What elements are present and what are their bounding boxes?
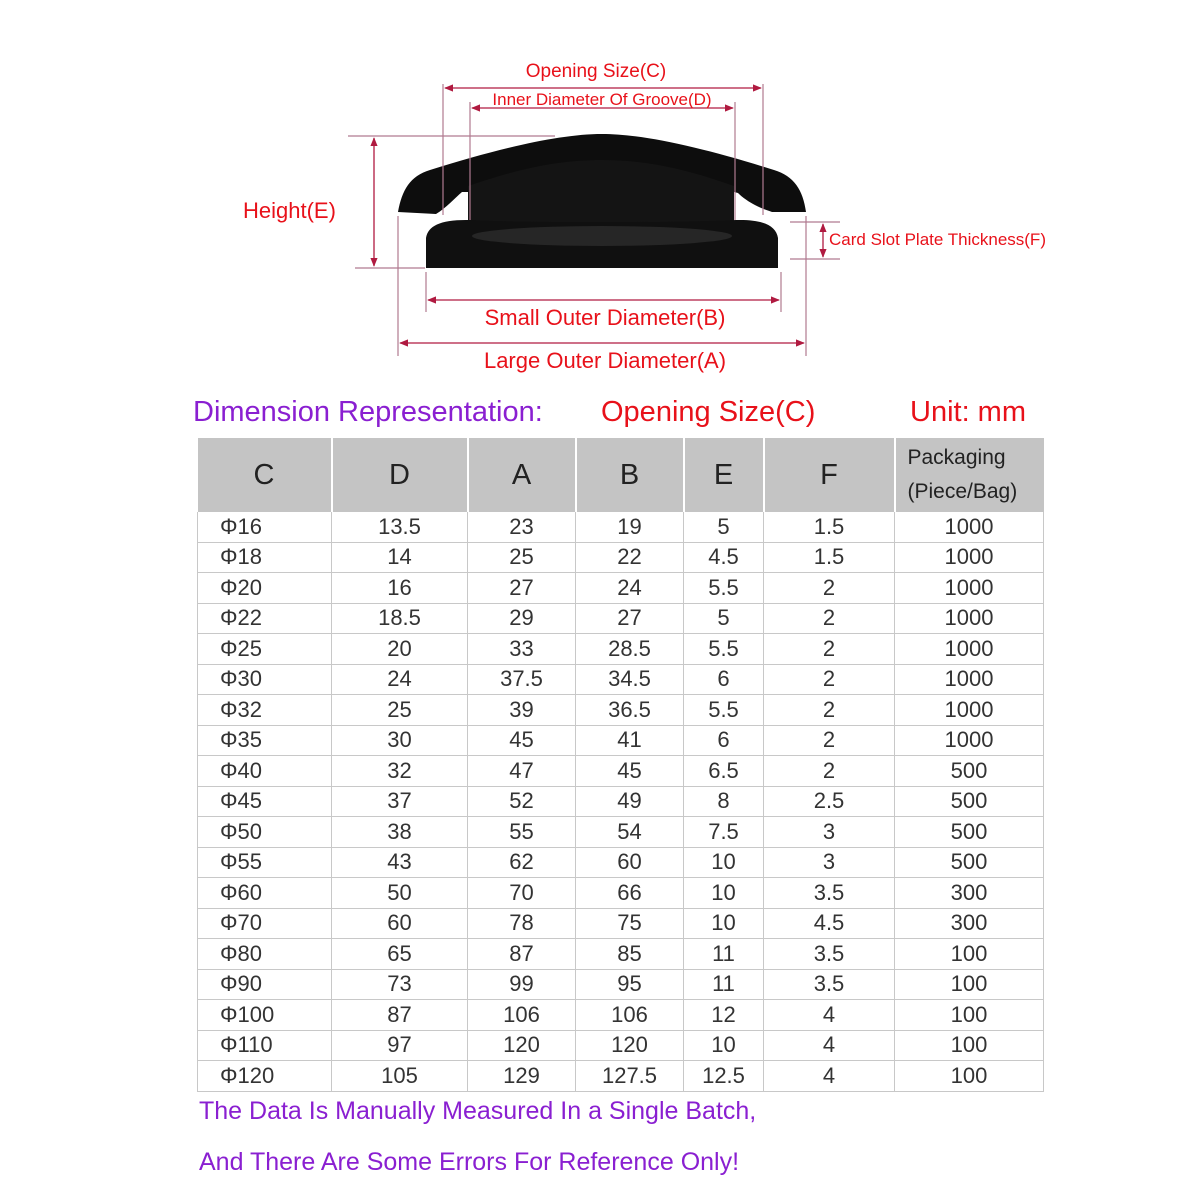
table-row [198, 603, 1044, 634]
header-a: A [468, 438, 576, 512]
cell-e: 10 [684, 878, 764, 909]
cell-f: 2 [764, 573, 895, 604]
cell-f: 2 [764, 634, 895, 665]
cell-d: 25 [332, 695, 468, 726]
table-row [198, 756, 1044, 787]
heading-dimension-representation: Dimension Representation: [193, 396, 543, 428]
cell-b: 41 [576, 725, 684, 756]
grommet-dimension-diagram [0, 0, 1200, 390]
cell-d: 20 [332, 634, 468, 665]
cell-d: 18.5 [332, 603, 468, 634]
table-row [198, 664, 1044, 695]
cell-packaging: 1000 [895, 695, 1044, 726]
cell-packaging: 500 [895, 786, 1044, 817]
cell-packaging: 1000 [895, 634, 1044, 665]
cell-d: 50 [332, 878, 468, 909]
cell-c: Φ18 [198, 542, 332, 573]
cell-c: Φ35 [198, 725, 332, 756]
cell-c: Φ120 [198, 1061, 332, 1092]
label-inner-diameter: Inner Diameter Of Groove(D) [492, 90, 712, 109]
cell-f: 2 [764, 695, 895, 726]
cell-e: 5.5 [684, 695, 764, 726]
cell-f: 1.5 [764, 512, 895, 542]
cell-c: Φ70 [198, 908, 332, 939]
cell-f: 4 [764, 1061, 895, 1092]
cell-c: Φ110 [198, 1030, 332, 1061]
cell-e: 6.5 [684, 756, 764, 787]
header-e: E [684, 438, 764, 512]
cell-b: 36.5 [576, 695, 684, 726]
cell-a: 37.5 [468, 664, 576, 695]
cell-d: 32 [332, 756, 468, 787]
cell-a: 106 [468, 1000, 576, 1031]
cell-f: 3.5 [764, 878, 895, 909]
cell-a: 55 [468, 817, 576, 848]
cell-b: 106 [576, 1000, 684, 1031]
cell-a: 23 [468, 512, 576, 542]
cell-f: 4.5 [764, 908, 895, 939]
cell-c: Φ90 [198, 969, 332, 1000]
cell-packaging: 100 [895, 1061, 1044, 1092]
cell-c: Φ55 [198, 847, 332, 878]
cell-d: 37 [332, 786, 468, 817]
note-line-1: The Data Is Manually Measured In a Single Batch, [199, 1097, 757, 1125]
cell-d: 30 [332, 725, 468, 756]
table-row [198, 878, 1044, 909]
label-opening-size: Opening Size(C) [525, 61, 667, 82]
table-row [198, 786, 1044, 817]
table-header-row [198, 438, 1044, 512]
cell-b: 120 [576, 1030, 684, 1061]
cell-d: 24 [332, 664, 468, 695]
cell-d: 16 [332, 573, 468, 604]
cell-b: 75 [576, 908, 684, 939]
table-row [198, 969, 1044, 1000]
cell-f: 4 [764, 1030, 895, 1061]
cell-e: 8 [684, 786, 764, 817]
cell-a: 39 [468, 695, 576, 726]
cell-c: Φ60 [198, 878, 332, 909]
cell-f: 3 [764, 847, 895, 878]
cell-packaging: 1000 [895, 664, 1044, 695]
cell-packaging: 100 [895, 1030, 1044, 1061]
cell-b: 27 [576, 603, 684, 634]
header-f: F [764, 438, 895, 512]
grommet-base-highlight [472, 226, 732, 246]
cell-d: 14 [332, 542, 468, 573]
cell-packaging: 100 [895, 1000, 1044, 1031]
cell-packaging: 1000 [895, 603, 1044, 634]
cell-e: 5.5 [684, 634, 764, 665]
table-row [198, 542, 1044, 573]
label-small-outer: Small Outer Diameter(B) [484, 305, 726, 330]
cell-b: 24 [576, 573, 684, 604]
cell-f: 1.5 [764, 542, 895, 573]
cell-d: 97 [332, 1030, 468, 1061]
cell-f: 3 [764, 817, 895, 848]
cell-c: Φ80 [198, 939, 332, 970]
table-row [198, 634, 1044, 665]
cell-b: 22 [576, 542, 684, 573]
table-row [198, 1000, 1044, 1031]
cell-packaging: 1000 [895, 725, 1044, 756]
cell-e: 11 [684, 969, 764, 1000]
cell-a: 25 [468, 542, 576, 573]
dimension-table [197, 438, 1044, 1092]
cell-e: 6 [684, 664, 764, 695]
cell-b: 19 [576, 512, 684, 542]
cell-packaging: 100 [895, 969, 1044, 1000]
cell-packaging: 1000 [895, 512, 1044, 542]
cell-c: Φ40 [198, 756, 332, 787]
table-row [198, 1030, 1044, 1061]
cell-f: 2.5 [764, 786, 895, 817]
cell-e: 7.5 [684, 817, 764, 848]
cell-e: 10 [684, 847, 764, 878]
cell-d: 105 [332, 1061, 468, 1092]
cell-c: Φ30 [198, 664, 332, 695]
cell-a: 99 [468, 969, 576, 1000]
cell-a: 27 [468, 573, 576, 604]
cell-packaging: 1000 [895, 573, 1044, 604]
unit-label: Unit: mm [910, 396, 1026, 428]
cell-a: 52 [468, 786, 576, 817]
cell-a: 47 [468, 756, 576, 787]
cell-c: Φ25 [198, 634, 332, 665]
cell-e: 10 [684, 908, 764, 939]
header-d: D [332, 438, 468, 512]
cell-b: 95 [576, 969, 684, 1000]
cell-d: 60 [332, 908, 468, 939]
cell-packaging: 100 [895, 939, 1044, 970]
cell-a: 129 [468, 1061, 576, 1092]
table-body [198, 512, 1044, 1091]
cell-c: Φ20 [198, 573, 332, 604]
cell-b: 45 [576, 756, 684, 787]
cell-e: 5.5 [684, 573, 764, 604]
cell-a: 120 [468, 1030, 576, 1061]
table-row [198, 695, 1044, 726]
cell-b: 66 [576, 878, 684, 909]
cell-e: 11 [684, 939, 764, 970]
cell-packaging: 1000 [895, 542, 1044, 573]
cell-f: 2 [764, 603, 895, 634]
table-row [198, 512, 1044, 542]
cell-a: 62 [468, 847, 576, 878]
heading-opening-size: Opening Size(C) [601, 396, 816, 428]
cell-f: 2 [764, 725, 895, 756]
cell-d: 65 [332, 939, 468, 970]
cell-a: 78 [468, 908, 576, 939]
label-large-outer: Large Outer Diameter(A) [483, 348, 727, 373]
table-row [198, 1061, 1044, 1092]
cell-b: 85 [576, 939, 684, 970]
cell-b: 127.5 [576, 1061, 684, 1092]
cell-c: Φ22 [198, 603, 332, 634]
cell-packaging: 300 [895, 908, 1044, 939]
cell-d: 38 [332, 817, 468, 848]
cell-b: 60 [576, 847, 684, 878]
cell-e: 5 [684, 512, 764, 542]
label-card-slot: Card Slot Plate Thickness(F) [829, 230, 1046, 249]
cell-f: 4 [764, 1000, 895, 1031]
cell-d: 73 [332, 969, 468, 1000]
table-row [198, 847, 1044, 878]
cell-e: 4.5 [684, 542, 764, 573]
cell-d: 13.5 [332, 512, 468, 542]
cell-e: 6 [684, 725, 764, 756]
cell-b: 49 [576, 786, 684, 817]
cell-f: 3.5 [764, 969, 895, 1000]
cell-a: 33 [468, 634, 576, 665]
cell-packaging: 500 [895, 756, 1044, 787]
label-height: Height(E) [243, 198, 336, 223]
cell-e: 5 [684, 603, 764, 634]
cell-c: Φ45 [198, 786, 332, 817]
header-packaging: Packaging (Piece/Bag) [895, 438, 1044, 512]
cell-c: Φ50 [198, 817, 332, 848]
cell-a: 87 [468, 939, 576, 970]
cell-d: 87 [332, 1000, 468, 1031]
cell-e: 12.5 [684, 1061, 764, 1092]
table-row [198, 817, 1044, 848]
grommet-part [398, 134, 806, 268]
cell-a: 45 [468, 725, 576, 756]
cell-c: Φ32 [198, 695, 332, 726]
cell-c: Φ16 [198, 512, 332, 542]
cell-b: 34.5 [576, 664, 684, 695]
note-line-2: And There Are Some Errors For Reference Only! [199, 1148, 740, 1176]
cell-packaging: 500 [895, 847, 1044, 878]
cell-f: 2 [764, 664, 895, 695]
cell-e: 10 [684, 1030, 764, 1061]
cell-b: 54 [576, 817, 684, 848]
cell-f: 3.5 [764, 939, 895, 970]
header-c: C [198, 438, 332, 512]
cell-f: 2 [764, 756, 895, 787]
table-row [198, 573, 1044, 604]
header-b: B [576, 438, 684, 512]
cell-e: 12 [684, 1000, 764, 1031]
table-row [198, 725, 1044, 756]
table-row [198, 939, 1044, 970]
cell-a: 70 [468, 878, 576, 909]
cell-packaging: 300 [895, 878, 1044, 909]
cell-b: 28.5 [576, 634, 684, 665]
table-row [198, 908, 1044, 939]
cell-c: Φ100 [198, 1000, 332, 1031]
cell-a: 29 [468, 603, 576, 634]
cell-packaging: 500 [895, 817, 1044, 848]
cell-d: 43 [332, 847, 468, 878]
